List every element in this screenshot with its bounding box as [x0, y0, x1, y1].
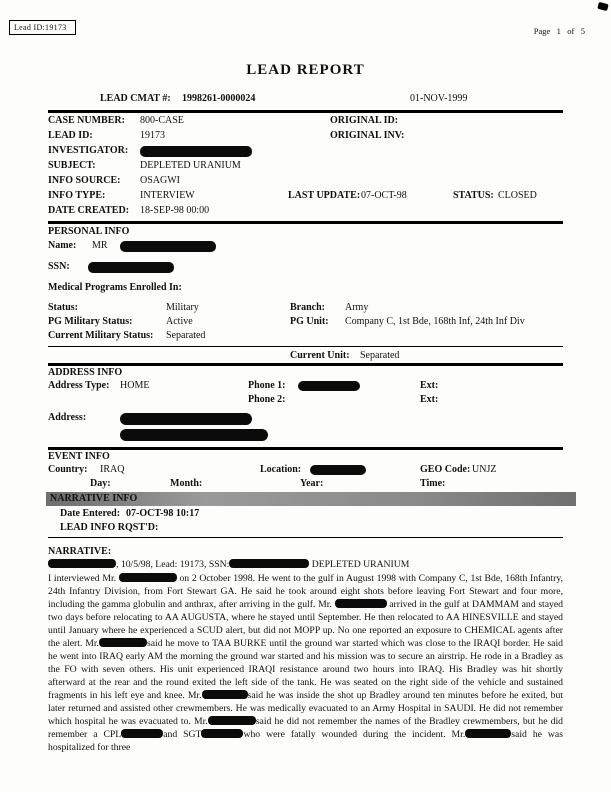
ext1-label: Ext:	[420, 380, 439, 391]
year-label: Year:	[300, 478, 324, 489]
address-info-title: ADDRESS INFO	[48, 367, 123, 378]
subject-value: DEPLETED URANIUM	[140, 160, 241, 171]
pg-unit-value: Company C, 1st Bde, 168th Inf, 24th Inf Div	[345, 316, 525, 327]
medical-row	[48, 282, 563, 297]
divider	[48, 346, 563, 347]
date-created-row	[48, 205, 563, 220]
divider	[48, 363, 563, 366]
time-label: Time:	[420, 478, 446, 489]
lead-id-value: 19173	[140, 130, 165, 141]
document-content	[48, 0, 563, 792]
divider	[48, 110, 563, 113]
personal-info-title: PERSONAL INFO	[48, 226, 130, 237]
address-type-row	[48, 380, 563, 395]
narrative-text: arrived in the gulf at DAMMAM and stayed two days before relocating to AA AUGUSTA, where he stayed until September. He then relocated to AA HINESVILLE and stayed until January where he experienced a SCUD alert, but did not MOPP up. No one reported an exposure to CHEMICAL agents after the alert. Mr.	[48, 599, 563, 649]
phone2-row	[48, 394, 563, 409]
pi-status-label: Status:	[48, 302, 79, 313]
narrative-info-header: NARRATIVE INFO	[46, 492, 576, 506]
address-label: Address:	[48, 412, 87, 423]
redaction-bar	[229, 559, 309, 568]
redaction-name	[120, 241, 216, 252]
phone1-label: Phone 1:	[248, 380, 286, 391]
lead-id-box-text: Lead ID:19173	[14, 23, 67, 32]
redaction-bar	[202, 690, 248, 699]
name-label: Name:	[48, 240, 77, 251]
status-value: CLOSED	[498, 190, 537, 201]
case-number-label: CASE NUMBER:	[48, 115, 125, 126]
redaction-bar	[201, 729, 243, 738]
subject-label: SUBJECT:	[48, 160, 96, 171]
narrative-headline	[48, 559, 563, 570]
scan-artifact	[597, 2, 608, 11]
geo-code-label: GEO Code:	[420, 464, 471, 475]
original-id-label: ORIGINAL ID:	[330, 115, 399, 126]
status-row	[48, 302, 563, 317]
cmat-row	[48, 93, 563, 108]
current-status-value: Separated	[166, 330, 206, 341]
cmat-label: LEAD CMAT #:	[100, 93, 171, 104]
geo-code-value: UNJZ	[472, 464, 497, 475]
cmat-value: 1998261-0000024	[182, 93, 256, 104]
ext2-label: Ext:	[420, 394, 439, 405]
ssn-row	[48, 261, 563, 276]
month-label: Month:	[170, 478, 203, 489]
address-type-value: HOME	[120, 380, 150, 391]
date-entered-value: 07-OCT-98 10:17	[126, 508, 200, 519]
branch-label: Branch:	[290, 302, 325, 313]
pg-status-row	[48, 316, 563, 331]
narrative-body	[48, 572, 563, 754]
info-type-value: INTERVIEW	[140, 190, 195, 201]
pg-unit-label: PG Unit:	[290, 316, 329, 327]
info-source-label: INFO SOURCE:	[48, 175, 121, 186]
date-time-row	[48, 478, 563, 493]
info-source-row	[48, 175, 563, 190]
narrative-label: NARRATIVE:	[48, 546, 112, 557]
current-unit-value: Separated	[360, 350, 400, 361]
report-title: LEAD REPORT	[246, 62, 365, 78]
lead-info-rqstd-label: LEAD INFO RQST'D:	[60, 522, 159, 533]
narrative-text: said he move to TAA BURKE until the ground war started which was close to the IRAQI border. He said he went into IRAQ early AM the morning the ground war started and his mission was to secure an airstrip. He rode in a Bradley as the FO with seven others. His unit experienced IRAQI resistance around two hours into IRAQ. His Bradley was hit shortly afterward at the rear and the round exited the left side of the tank. He was seated on the right side of the vehicle and sustained fragments in his left eye and knee. Mr.	[48, 638, 563, 701]
narrative-text: said he was inside the shot up Bradley around ten minutes before he exited, but later returned and assisted other crewmembers. He was medically evacuated to an Army Hospital in SAUDI. He did not remember which hospital he was evacuated to. Mr.	[48, 690, 563, 727]
current-unit-label: Current Unit:	[290, 350, 350, 361]
case-number-row	[48, 115, 563, 130]
country-value: IRAQ	[100, 464, 125, 475]
info-type-row	[48, 190, 563, 205]
investigator-row	[48, 145, 563, 160]
redaction-bar	[335, 599, 387, 608]
redaction-bar	[48, 559, 116, 568]
pg-status-value: Active	[166, 316, 193, 327]
date-entered-label: Date Entered:	[60, 508, 121, 519]
narrative-text: and SGT	[163, 729, 202, 740]
redaction-bar	[99, 638, 147, 647]
investigator-label: INVESTIGATOR:	[48, 145, 129, 156]
name-row	[48, 240, 563, 255]
lead-id-label: LEAD ID:	[48, 130, 93, 141]
narrative-text: DEPLETED URANIUM	[309, 559, 410, 570]
redaction-bar	[119, 573, 177, 582]
pi-status-value: Military	[166, 302, 199, 313]
info-type-label: INFO TYPE:	[48, 190, 106, 201]
page-number: Page 1 of 5	[533, 26, 585, 36]
medical-programs-label: Medical Programs Enrolled In:	[48, 282, 182, 293]
redaction-phone1	[298, 381, 360, 391]
country-row	[48, 464, 563, 479]
case-number-value: 800-CASE	[140, 115, 184, 126]
last-update-value: 07-OCT-98	[361, 190, 407, 201]
original-inv-label: ORIGINAL INV:	[330, 130, 405, 141]
divider	[48, 447, 563, 450]
name-prefix: MR	[92, 240, 108, 251]
status-label: STATUS:	[453, 190, 494, 201]
redaction-bar	[121, 729, 163, 738]
narrative-text: on 2 October 1998. He went to the gulf in August 1998 with Company C, 1st Bde, 168th Infantry, 24th Infantry Division, from Fort Stewart GA. He said he took around eight shots before leaving Fort Stewart and four more, including the gamma globulin and anthrax, after arriving in the gulf. Mr.	[48, 573, 563, 610]
narrative-text: , 10/5/98, Lead: 19173, SSN:	[116, 559, 230, 570]
address-type-label: Address Type:	[48, 380, 110, 391]
address-row-2	[48, 428, 563, 443]
report-date: 01-NOV-1999	[410, 93, 468, 104]
redaction-bar	[465, 729, 511, 738]
location-label: Location:	[260, 464, 302, 475]
day-label: Day:	[90, 478, 111, 489]
country-label: Country:	[48, 464, 88, 475]
last-update-label: LAST UPDATE:	[288, 190, 361, 201]
date-created-label: DATE CREATED:	[48, 205, 130, 216]
phone2-label: Phone 2:	[248, 394, 286, 405]
pg-status-label: PG Military Status:	[48, 316, 133, 327]
address-row	[48, 412, 563, 427]
redaction-address-2	[120, 429, 268, 441]
personal-info-header	[48, 226, 563, 241]
redaction-bar	[208, 716, 256, 725]
subject-row	[48, 160, 563, 175]
narrative-text: said he was hospitalized for three	[48, 729, 563, 753]
narrative-text: said he did not remember the names of the Bradley crewmembers, but he did remember a CPL	[48, 716, 563, 740]
narrative-text: I interviewed Mr.	[48, 573, 119, 584]
lead-id-row	[48, 130, 563, 145]
redaction-investigator	[140, 146, 252, 157]
redaction-location	[310, 465, 366, 475]
current-status-label: Current Military Status:	[48, 330, 154, 341]
branch-value: Army	[345, 302, 369, 313]
redaction-ssn	[88, 262, 174, 273]
redaction-address-1	[120, 413, 252, 425]
ssn-label: SSN:	[48, 261, 70, 272]
event-info-title: EVENT INFO	[48, 451, 110, 462]
current-status-row	[48, 330, 563, 345]
date-entered-row	[48, 508, 563, 523]
narrative-text: who were fatally wounded during the incident. Mr.	[243, 729, 466, 740]
divider	[48, 537, 563, 538]
divider	[48, 221, 563, 224]
lead-info-rqstd-row	[48, 522, 563, 537]
date-created-value: 18-SEP-98 00:00	[140, 205, 210, 216]
info-source-value: OSAGWI	[140, 175, 180, 186]
